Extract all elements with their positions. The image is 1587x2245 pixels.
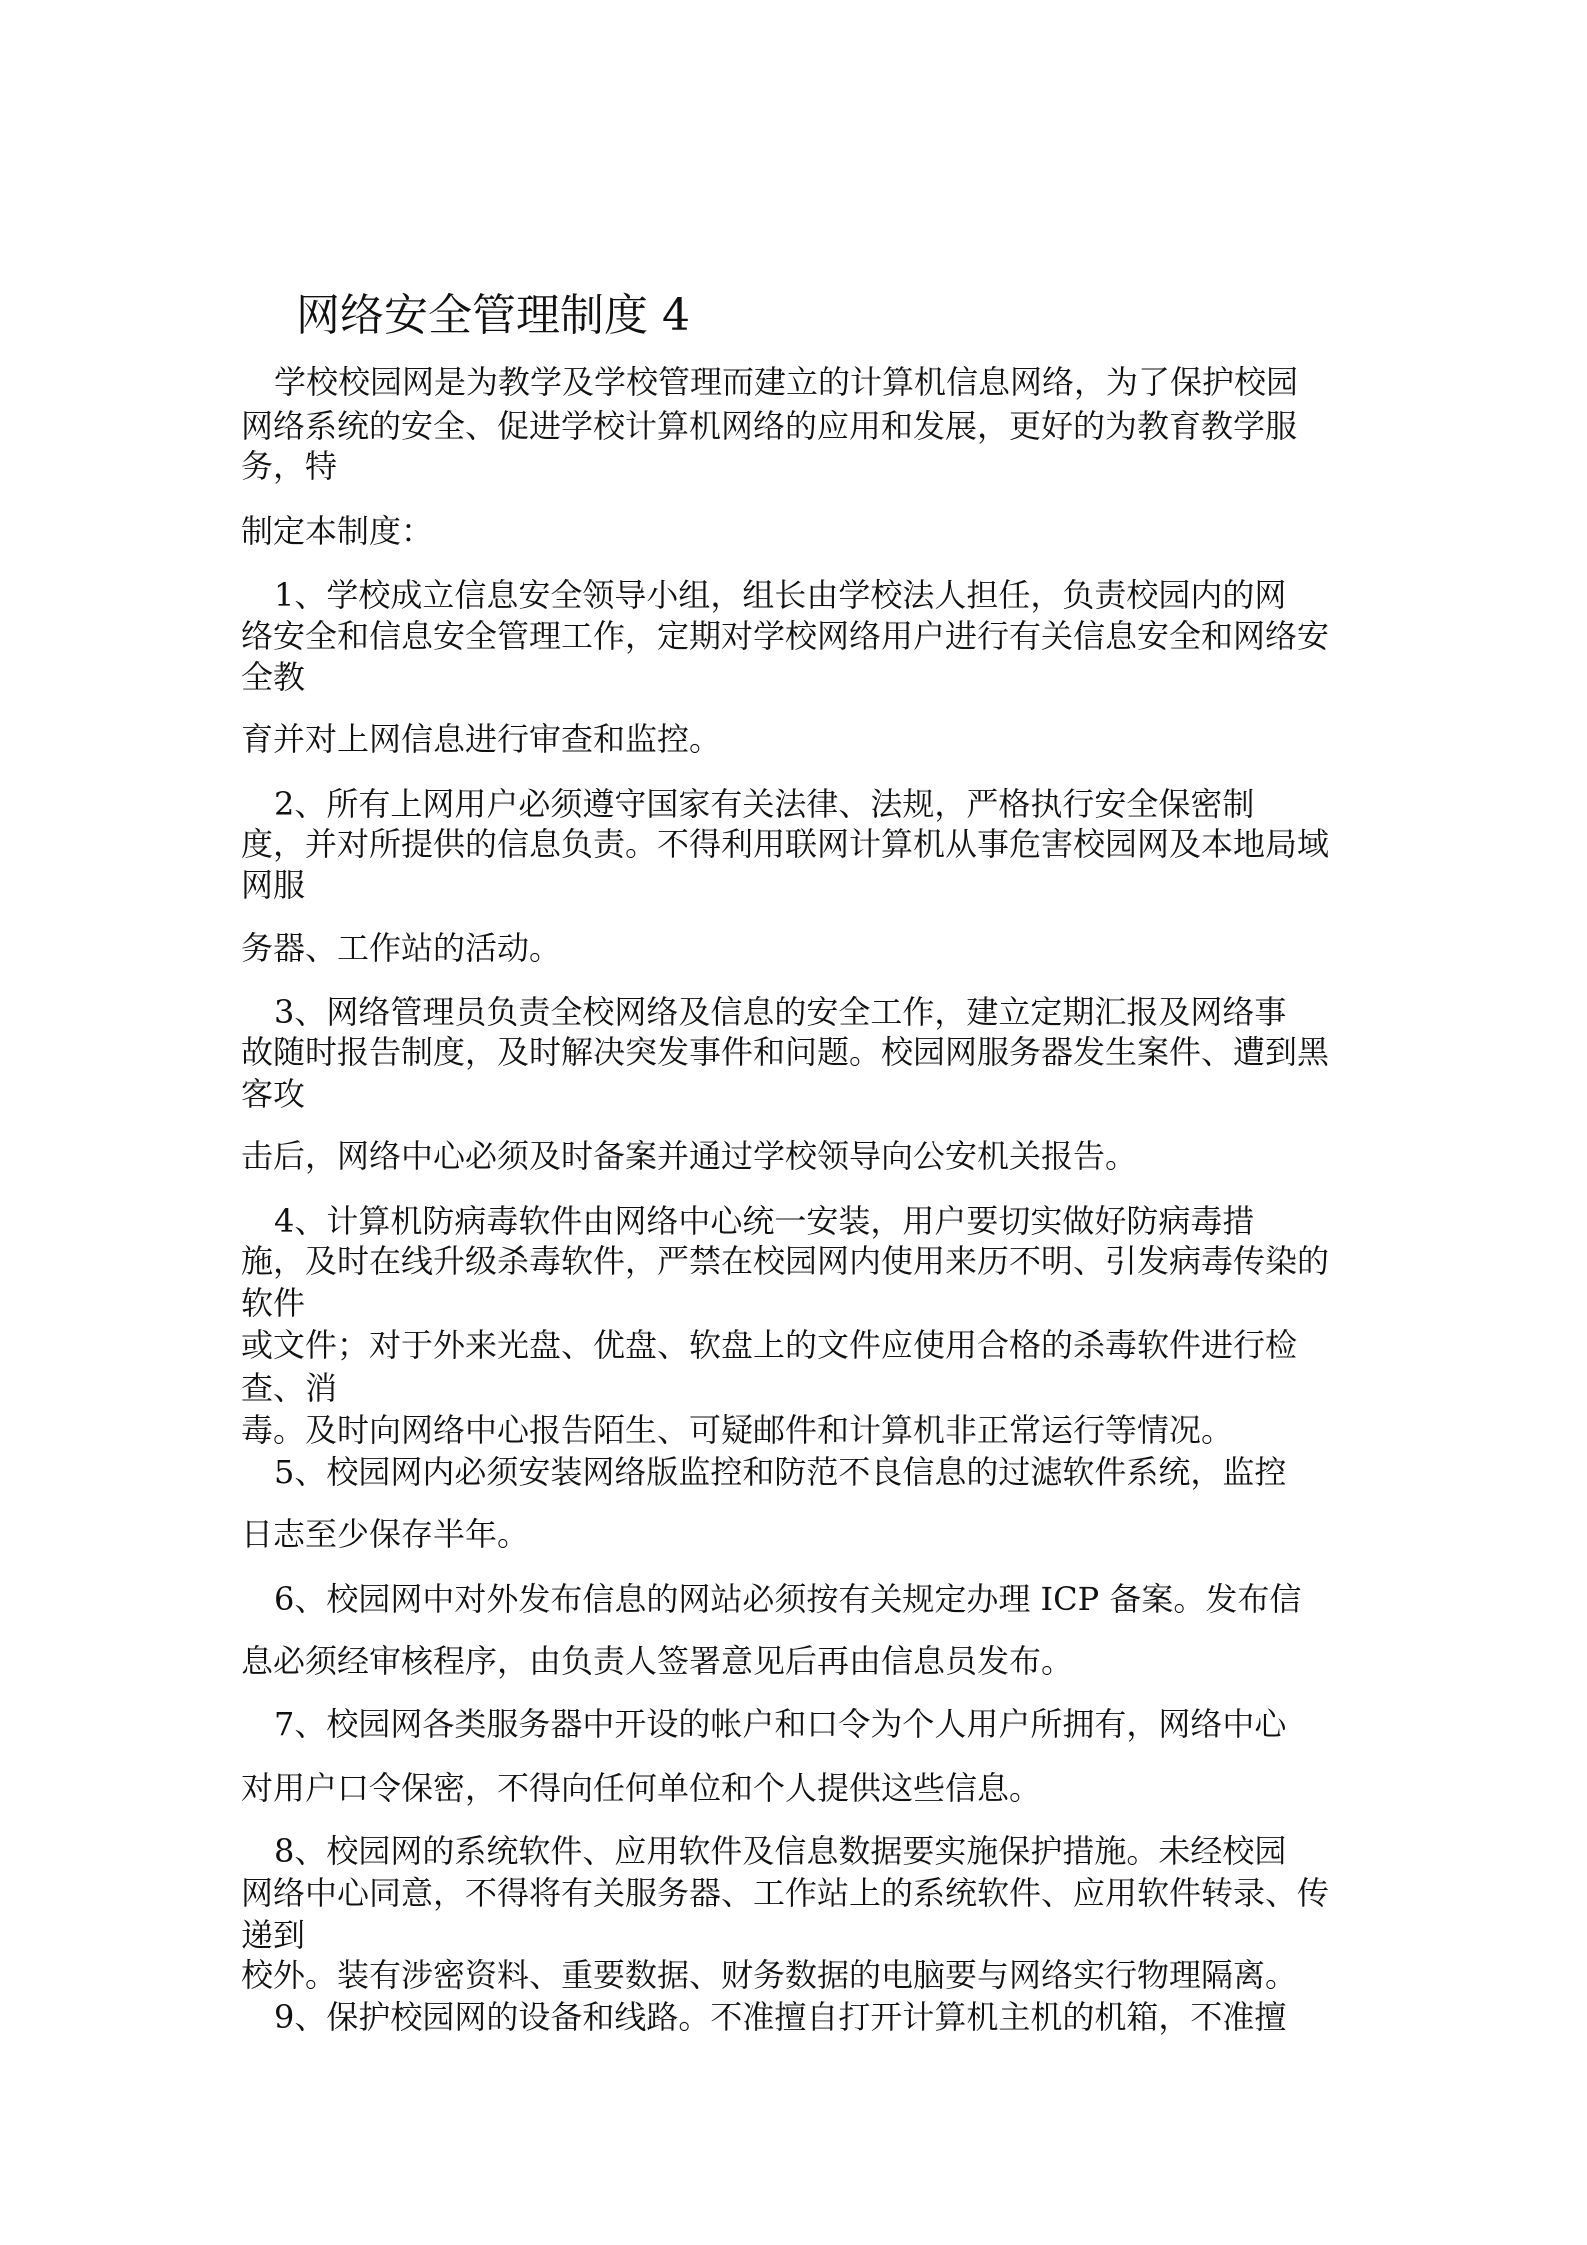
text-line: 4、计算机防病毒软件由网络中心统一安装，用户要切实做好防病毒措: [274, 1202, 1255, 1240]
text-line: 日志至少保存半年。: [241, 1515, 530, 1553]
text-line: 网络系统的安全、促进学校计算机网络的应用和发展，更好的为教育教学服: [241, 407, 1298, 445]
text-line: 网络中心同意，不得将有关服务器、工作站上的系统软件、应用软件转录、传: [241, 1874, 1330, 1912]
text-line: 或文件；对于外来光盘、优盘、软盘上的文件应使用合格的杀毒软件进行检: [241, 1326, 1298, 1364]
text-line: 息必须经审核程序，由负责人签署意见后再由信息员发布。: [241, 1642, 1074, 1680]
text-line: 击后，网络中心必须及时备案并通过学校领导向公安机关报告。: [241, 1137, 1138, 1175]
text-line: 8、校园网的系统软件、应用软件及信息数据要实施保护措施。未经校园: [274, 1832, 1287, 1870]
text-line: 制定本制度：: [241, 512, 434, 550]
text-line: 施，及时在线升级杀毒软件，严禁在校园网内使用来历不明、引发病毒传染的: [241, 1242, 1330, 1280]
text-line: 软件: [241, 1284, 306, 1322]
text-line: 学校校园网是为教学及学校管理而建立的计算机信息网络，为了保护校园: [274, 363, 1299, 401]
text-line: 络安全和信息安全管理工作，定期对学校网络用户进行有关信息安全和网络安: [241, 617, 1330, 655]
text-line: 务，特: [241, 447, 338, 485]
text-line: 5、校园网内必须安装网络版监控和防范不良信息的过滤软件系统，监控: [274, 1453, 1287, 1491]
text-line: 故随时报告制度，及时解决突发事件和问题。校园网服务器发生案件、遭到黑: [241, 1033, 1330, 1071]
text-line: 网服: [241, 866, 306, 904]
document-title: 网络安全管理制度 4: [296, 290, 690, 341]
text-line: 3、网络管理员负责全校网络及信息的安全工作，建立定期汇报及网络事: [274, 993, 1287, 1031]
text-line: 递到: [241, 1916, 306, 1954]
text-line: 6、校园网中对外发布信息的网站必须按有关规定办理 ICP 备案。发布信: [274, 1580, 1302, 1618]
text-line: 1、学校成立信息安全领导小组，组长由学校法人担任，负责校园内的网: [274, 576, 1287, 614]
text-line: 客攻: [241, 1075, 306, 1113]
text-line: 校外。装有涉密资料、重要数据、财务数据的电脑要与网络实行物理隔离。: [241, 1956, 1298, 1994]
text-line: 对用户口令保密，不得向任何单位和个人提供这些信息。: [241, 1769, 1042, 1807]
text-line: 9、保护校园网的设备和线路。不准擅自打开计算机主机的机箱，不准擅: [274, 1998, 1287, 2036]
text-line: 务器、工作站的活动。: [241, 929, 562, 967]
text-line: 7、校园网各类服务器中开设的帐户和口令为个人用户所拥有，网络中心: [274, 1705, 1287, 1743]
text-line: 毒。及时向网络中心报告陌生、可疑邮件和计算机非正常运行等情况。: [241, 1411, 1234, 1449]
text-line: 全教: [241, 658, 306, 696]
text-line: 度，并对所提供的信息负责。不得利用联网计算机从事危害校园网及本地局域: [241, 825, 1330, 863]
text-line: 2、所有上网用户必须遵守国家有关法律、法规，严格执行安全保密制: [274, 785, 1255, 823]
text-line: 查、消: [241, 1369, 338, 1407]
text-line: 育并对上网信息进行审查和监控。: [241, 720, 722, 758]
